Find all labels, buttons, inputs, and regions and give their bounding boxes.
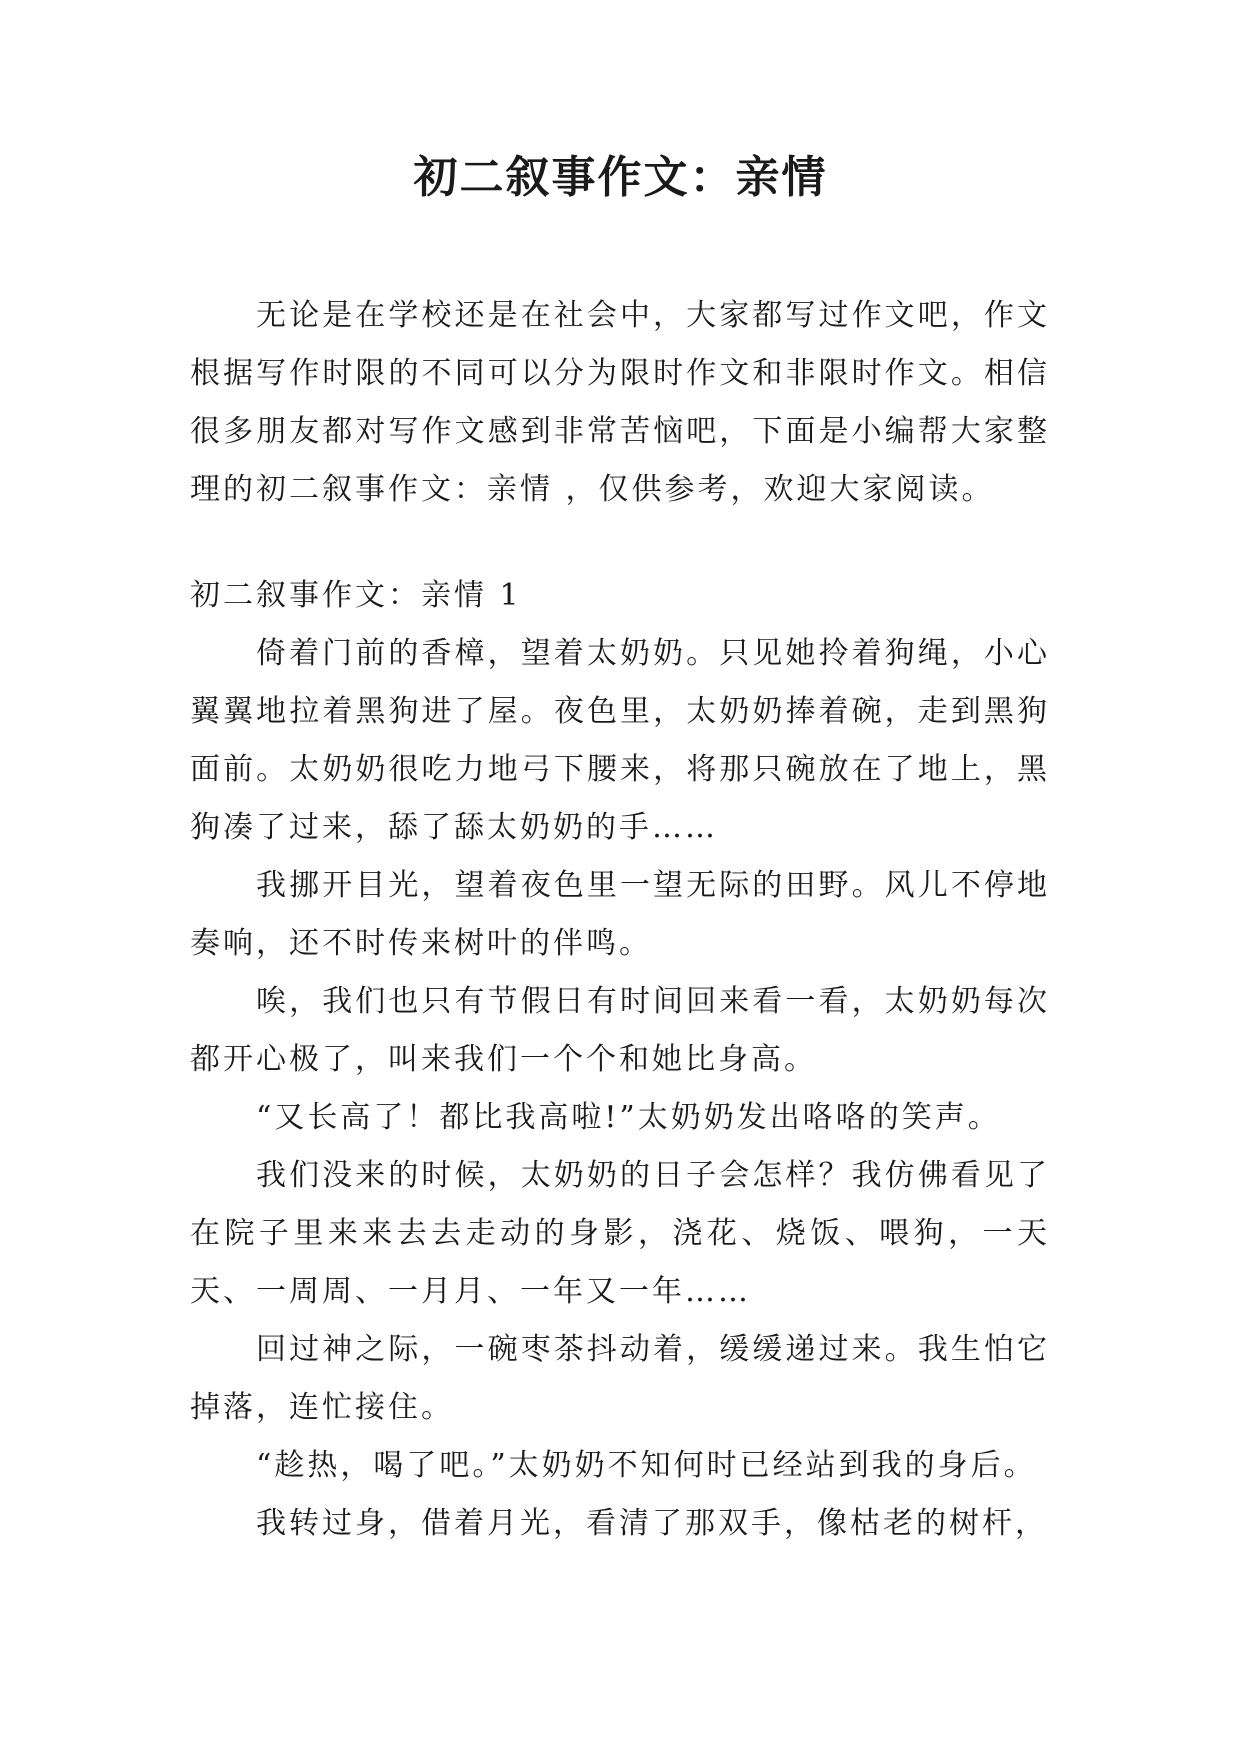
intro-paragraph: 无论是在学校还是在社会中，大家都写过作文吧，作文根据写作时限的不同可以分为限时作文和非限时作文。相信很多朋友都对写作文感到非常苦恼吧，下面是小编帮大家整理的初二叙事作文：亲情 ，仅供参考，欢迎大家阅读。	[190, 298, 1050, 507]
body-paragraph-6: 回过神之际，一碗枣茶抖动着，缓缓递过来。我生怕它掉落，连忙接住。	[190, 1332, 1050, 1425]
document-title: 初二叙事作文：亲情	[413, 152, 828, 203]
body-paragraph-8: 我转过身，借着月光，看清了那双手，像枯老的树杆，	[256, 1506, 1048, 1541]
body-paragraph-4: “又长高了！都比我高啦!”太奶奶发出咯咯的笑声。	[256, 1100, 1001, 1135]
body-paragraph-5: 我们没来的时候，太奶奶的日子会怎样？我仿佛看见了在院子里来来去去走动的身影，浇花、烧饭、喂狗，一天天、一周周、一月月、一年又一年……	[190, 1158, 1050, 1309]
document-body	[190, 287, 1050, 1553]
body-paragraph-7: “趁热，喝了吧。”太奶奶不知何时已经站到我的身后。	[256, 1448, 1037, 1483]
body-paragraph-2: 我挪开目光，望着夜色里一望无际的田野。风儿不停地奏响，还不时传来树叶的伴鸣。	[190, 868, 1050, 961]
body-paragraph-1: 倚着门前的香樟，望着太奶奶。只见她拎着狗绳，小心翼翼地拉着黑狗进了屋。夜色里，太奶奶捧着碗，走到黑狗面前。太奶奶很吃力地弓下腰来，将那只碗放在了地上，黑狗凑了过来，舔了舔太奶奶的手……	[190, 636, 1050, 845]
section-heading: 初二叙事作文：亲情 1	[190, 578, 522, 613]
body-paragraph-3: 唉，我们也只有节假日有时间回来看一看，太奶奶每次都开心极了，叫来我们一个个和她比身高。	[190, 984, 1050, 1077]
